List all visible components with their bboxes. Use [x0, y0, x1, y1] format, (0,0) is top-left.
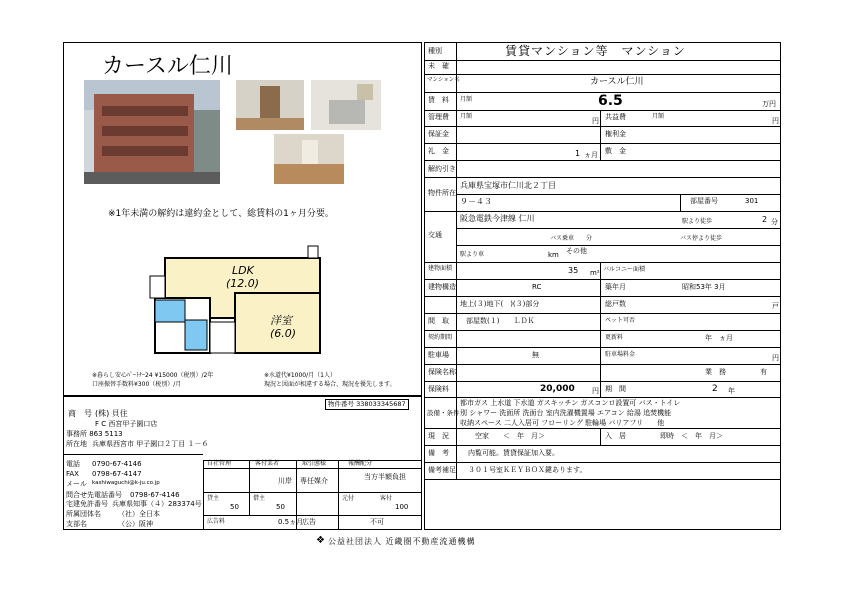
trade-label: 商 号: [68, 409, 92, 418]
interior-photo-3: [274, 134, 344, 184]
ldk-label: LDK: [232, 264, 254, 277]
walk-label: 駅より徒歩: [682, 218, 713, 225]
unconfirmed-label: 未 確: [428, 62, 449, 70]
org-logo-icon: ❖: [316, 535, 325, 546]
parking-value: 無: [532, 351, 539, 359]
pet-label: ペット可否: [605, 317, 636, 324]
building-photo: [84, 80, 220, 184]
ins-fee-value: 20,000: [540, 384, 575, 394]
mansion-label: マンション名: [427, 77, 460, 83]
deposit-label: 保証金: [428, 130, 449, 138]
area-value: 35: [568, 266, 579, 275]
location-line-1: 兵庫県宝塚市仁川北２丁目: [460, 181, 556, 190]
agent-tel: 0790-67-4146: [92, 460, 142, 468]
note-supplement-label: 備考補足: [428, 466, 456, 474]
office-license: 事務所 863 5113: [66, 430, 123, 438]
balcony-label: バルコニー面積: [603, 266, 646, 273]
fax-label: FAX: [66, 470, 79, 478]
deal-value-1: 川岸: [278, 477, 292, 485]
walk-minutes: 2: [762, 215, 768, 224]
shikikin-label: 敷 金: [605, 147, 626, 155]
km-unit: km: [548, 251, 559, 259]
rent-label: 賃 料: [428, 96, 449, 104]
move-in-value: 即時 ＜ 年 月＞: [660, 432, 723, 440]
deal-value-3: 当方半額負担: [364, 473, 406, 481]
deal-header-1: 自社管理: [207, 460, 232, 467]
term-label: 期 間: [605, 385, 626, 393]
footnote-left-2: 口座振替手数料¥300（税別）/月: [92, 381, 182, 388]
property-name: カースル仁川: [102, 54, 233, 79]
layout-value: 部屋数(１) ＬＤＫ: [466, 317, 535, 325]
cancellation-notice: ※1年未満の解約は違約金として、総賃料の1ヶ月分要。: [108, 209, 334, 219]
deal-client-pct: 100: [395, 503, 409, 511]
mail-label: メール: [66, 480, 87, 488]
tel-label: 電話: [66, 460, 80, 468]
mgmt-sub: 月額: [460, 113, 473, 120]
room-number-label: 部屋番号: [690, 197, 718, 205]
contact-label: 問合せ先電話番号: [66, 491, 122, 499]
built-label: 築年月: [605, 283, 626, 291]
parking-yen: 円: [772, 354, 779, 362]
common-label: 共益費: [605, 113, 626, 121]
other-label: その他: [566, 247, 587, 255]
area-unit: m²: [590, 269, 600, 277]
branch-name: F C 西宮甲子園口店: [95, 420, 158, 428]
built-value: 昭和53年 3月: [682, 283, 726, 291]
structure-value: RC: [532, 283, 542, 291]
agent-address: 兵庫県西宮市 甲子園口２丁目 １－６: [92, 440, 209, 448]
insurance-label: 保険名称: [428, 368, 456, 376]
deal-header-3: 取引態様: [302, 460, 327, 467]
kaiyaku-label: 解約引き: [428, 165, 456, 173]
ad-value: 不可: [370, 518, 384, 526]
contact-tel: 0798-67-4146: [130, 491, 180, 499]
renew-value: 年 ヵ月: [705, 334, 733, 342]
reikin-unit: ヵ月: [584, 151, 598, 159]
branch-label: 支部名: [66, 520, 87, 528]
ad-fee-value: 0.5ヵ月: [278, 518, 304, 526]
move-in-label: 入 居: [605, 432, 626, 440]
deal-client-label: 客付: [380, 495, 393, 502]
equipment-line-1: 都市ガス 上水道 下水道 ガスキッチン ガスコンロ設置可 バス・トイレ: [460, 399, 681, 407]
parking-fee-label: 駐車場料金: [605, 351, 636, 358]
location-label: 物件所在: [428, 189, 456, 197]
contract-label: 契約期間: [428, 334, 453, 341]
equipment-label: 設備・条件: [427, 409, 460, 417]
deal-lessee-pct: 50: [276, 503, 285, 511]
room-size: (6.0): [270, 327, 297, 340]
interior-photo-2: [311, 80, 381, 130]
car-label: 駅より車: [460, 251, 485, 258]
equipment-line-2: 別 シャワー 洗面所 洗面台 室内洗濯機置場 エアコン 給湯 追焚機能: [460, 409, 672, 417]
room-label: 洋室: [270, 314, 292, 327]
deal-header-4: 報酬配分: [348, 460, 373, 467]
traffic-label: 交通: [428, 231, 442, 239]
rent-value: 6.5: [598, 93, 623, 109]
key-money-label: 権利金: [605, 130, 626, 138]
assoc-name: （社）全日本: [118, 510, 160, 518]
reikin-value: 1: [575, 149, 581, 158]
note-value: 内覧可能。賃貸保証加入要。: [468, 449, 559, 457]
bus-stop-walk: バス停より徒歩: [680, 235, 723, 242]
deal-lessee-label: 借主: [253, 495, 266, 502]
status-label: 現 況: [428, 432, 449, 440]
common-yen: 円: [772, 117, 779, 125]
note-label: 備 考: [428, 449, 449, 457]
mansion-name: カースル仁川: [590, 77, 644, 87]
walk-unit: 分: [771, 218, 778, 226]
deal-value-2: 専任媒介: [300, 477, 328, 485]
rent-sub: 月額: [460, 96, 473, 103]
renew-label: 更新料: [605, 334, 624, 341]
note-supplement-value: ３０１号室ＫＥＹＢＯＸ鍵あります。: [468, 466, 587, 474]
agent-fax: 0798-67-4147: [92, 470, 142, 478]
property-type: 賃貸マンション等 マンション: [505, 44, 686, 58]
floors-value: 地上(３)地下( )(３)部分: [460, 300, 540, 308]
footnote-right-1: ※水道代¥1000/月（1人）: [264, 372, 336, 379]
status-value: 空家 ＜ 年 月＞: [475, 432, 545, 440]
deal-lessor-pct: 50: [230, 503, 239, 511]
location-line-2: ９－４３: [460, 197, 492, 206]
deal-lessor-label: 貸主: [207, 495, 220, 502]
reikin-label: 礼 金: [428, 147, 449, 155]
type-label: 種別: [428, 47, 442, 55]
ins-fee-label: 保険料: [428, 385, 449, 393]
equipment-line-3: 収納スペース 二人入居可 フローリング 駐輪場 バリアフリ 他: [460, 419, 665, 427]
insurance-yes: 有: [760, 368, 767, 376]
assoc-label: 所属団体名: [66, 510, 101, 518]
common-sub: 月額: [652, 113, 665, 120]
branch-value: （公）阪神: [118, 520, 153, 528]
footnote-left-1: ※暮らし安心ﾊﾟｰﾄﾅｰ24 ¥15000（税別）/2年: [92, 372, 214, 379]
agent-mail[interactable]: kashiwaguchi@k-ju.co.jp: [92, 480, 160, 486]
reg-label: 宅建免許番号: [66, 500, 108, 508]
term-value: 2: [712, 384, 718, 394]
ins-fee-unit: 円: [592, 387, 599, 395]
train-line: 阪急電鉄今津線 仁川: [460, 214, 535, 223]
room-number: 301: [745, 197, 759, 205]
trade-name: (株) 貝住: [95, 409, 128, 418]
ad-fee-label: 広告料: [207, 518, 226, 525]
units-label: 総戸数: [605, 300, 626, 308]
property-number: 物件番号 338033345687: [325, 399, 409, 410]
mgmt-label: 管理費: [428, 113, 449, 121]
mgmt-yen: 円: [592, 117, 599, 125]
floor-plan: [140, 238, 340, 363]
insurance-business: 業 務: [705, 368, 726, 376]
ad-label: 広告: [302, 518, 316, 526]
footnote-right-2: 現況と図面が相違する場合、現況を優先します。: [264, 381, 396, 388]
area-label: 建物面積: [428, 265, 453, 272]
layout-label: 間 取: [428, 317, 449, 325]
parking-label: 駐車場: [428, 351, 449, 359]
deal-origin-label: 元付: [342, 495, 355, 502]
bus-ride: バス乗車 分: [550, 235, 593, 242]
structure-label: 建物構造: [428, 283, 456, 291]
ldk-size: (12.0): [226, 277, 260, 290]
deal-header-2: 客付業者: [255, 460, 280, 467]
rent-unit: 万円: [762, 100, 776, 108]
interior-photo-1: [236, 80, 304, 130]
address-label: 所在地: [66, 440, 87, 448]
reg-number: 兵庫県知事（４）283374号: [112, 500, 202, 508]
term-unit: 年: [728, 387, 735, 395]
footer-org: 公益社団法人 近畿圏不動産流通機構: [328, 537, 476, 546]
units-unit: 戸: [772, 302, 779, 310]
